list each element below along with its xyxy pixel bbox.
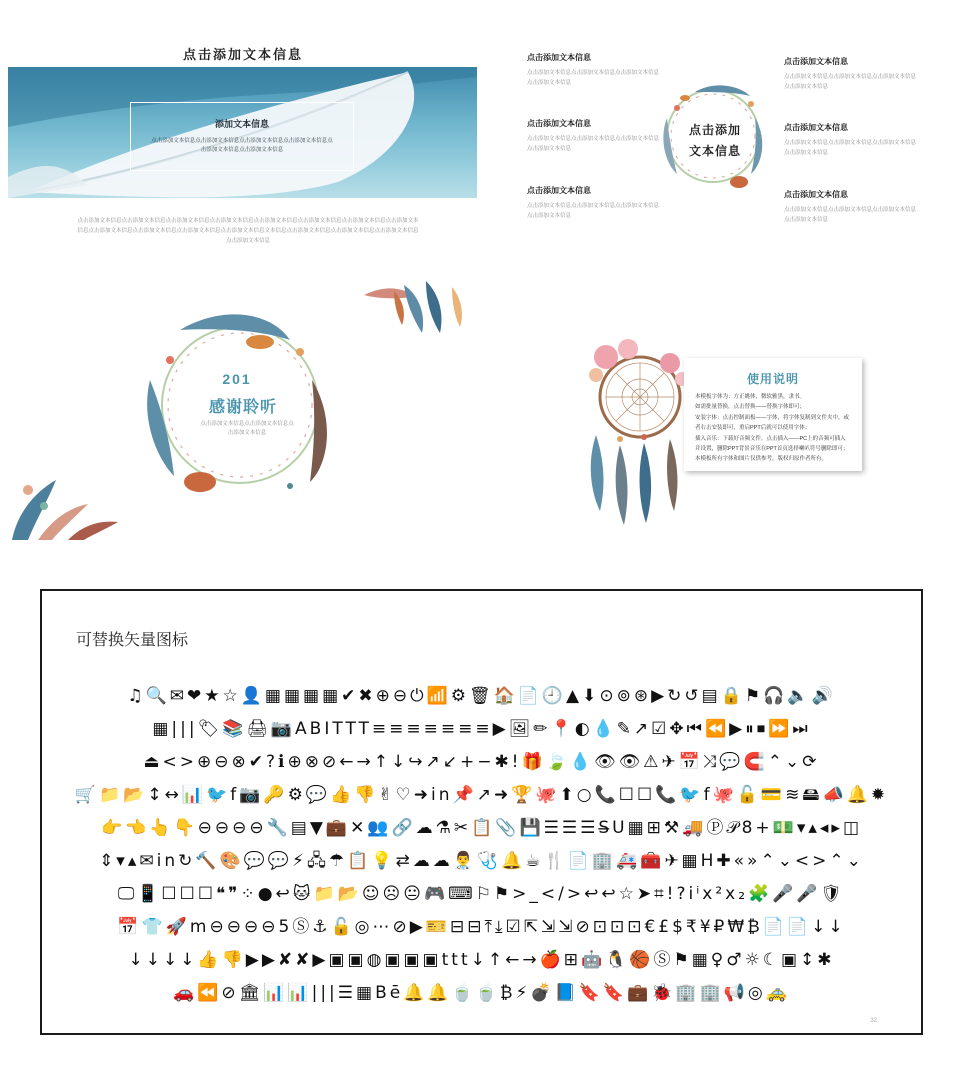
slide2-block-mid-left [527, 118, 659, 154]
icon-row: 📅👕🚀m⊖⊖⊖⊖5Ⓢ⚓🔓◎⋯⊘▶🎫⊟⊟⤒⤓☑⇱⇲⇲⊘⊡⊡⊡€£$₹¥₽₩₿📄📄↓↓ [117, 917, 846, 937]
slide3-year: 201 [222, 371, 252, 387]
slide4-dreamcatcher [584, 335, 694, 527]
block-body: 点击添加文本信息点击添加文本信息点击添加文本信息点击添加文本信息 [527, 70, 660, 86]
icon-row: ▦|||🏷📚🖨📷ABITTT≡≡≡≡≡≡≡▶🖼✏📍◐💧✎↗☑✥⏮⏪▶⏸⏹⏩⏭ [152, 719, 811, 739]
block-body: 点击添加文本信息点击添加文本信息点击添加文本信息点击添加文本信息 [784, 207, 917, 223]
icon-row: ⇕▾▴✉in↻🔨🎨💬💬⚡🖧☂📋💡⇄☁☁👨‍⚕🩺🔔☕🍴📄🏢🚑🧰✈▦H✚«»⌃⌄<>⌃⌄ [99, 851, 864, 871]
slide4-body [695, 392, 856, 465]
block-body: 点击添加文本信息点击添加文本信息点击添加文本信息点击添加文本信息 [784, 140, 917, 156]
page-number: 32 [870, 1018, 877, 1024]
slide3-subtitle: 点击添加文本信息点击添加文本信息点击添加文本信息 [200, 421, 294, 436]
icon-row: 👉👈👆👇⊖⊖⊖⊖🔧▤▼💼✕👥🔗☁⚗✂📋📎💾☰☰☰S̶U▦⊞⚒🚚Ⓟ𝒫8+💵▾▴◂▸◫ [100, 818, 863, 838]
slide2-block-mid-right [784, 122, 916, 158]
slide1-box-body: 点击添加文本信息点击添加文本信息点击添加文本信息点击添加文本信息点击添加文本信息点击添加文本信息 [151, 138, 333, 153]
center-line-1: 点击添加 [688, 123, 741, 137]
slide2-block-top-right [784, 56, 916, 92]
slide2-block-bottom-left [527, 185, 659, 221]
slide3-thanks-title: 感谢聆听 [208, 397, 277, 416]
slide1-footer-text: 点击添加文本信息点击添加文本信息点击添加文本信息点击添加文本信息点击添加文本信息点击添加文本信息点击添加文本信息点击添加文本信息点击添加文本信息点击添加文本信息点击添加文本信息点击添加文本信息文本信息点击添加文本信息点击添加文本信息点击添加文本信息点击添加文本信息 [77, 218, 419, 244]
slide4-heading: 使用说明 [746, 372, 799, 386]
slide3-feathers-top-right [364, 277, 478, 341]
instruction-line: 安装字体：点击控制面板——字体，将字体复制到文件夹中，或 [695, 414, 850, 421]
instruction-line: 并设置，删除PPT背景音乐在PPT首页选择喇叭符号删除即可； [695, 446, 849, 453]
block-heading: 点击添加文本信息 [527, 186, 591, 195]
instruction-line: 者右击安装即可，重启PPT后就可以使用字体； [695, 425, 811, 432]
block-body: 点击添加文本信息点击添加文本信息点击添加文本信息点击添加文本信息 [784, 74, 917, 90]
block-heading: 点击添加文本信息 [784, 57, 848, 66]
slide1-box-heading: 添加文本信息 [214, 119, 269, 129]
icon-row: ↓↓↓↓👍👎▶▶✘✘▶▣▣◍▣▣▣ttt↓↑←→🍎⊞🤖🐧🏀Ⓢ⚑▦♀♂☼☾▣↕✱ [128, 950, 835, 970]
center-line-2: 文本信息 [688, 144, 741, 158]
instruction-line: 如需批量替换，点击替换——替换字体即可； [695, 404, 806, 411]
slide5-title: 可替换矢量图标 [76, 632, 189, 649]
instruction-line: 插入音乐：下载好音频文件，点击插入——PC上的音频可插入 [695, 435, 846, 442]
icon-row: 🛒📁📂↕↔📊🐦f📷🔑⚙💬👍👎✌♡➜in📌↗➜🏆🐙⬆○📞☐☐📞🐦f🐙🔓💳≋🖴📣🔔✹ [74, 785, 889, 805]
block-heading: 点击添加文本信息 [527, 53, 591, 62]
icon-row: 🖵📱☐☐☐❝❞⁘●↩🐱📁📂☺☹😐🎮⌨⚐⚑>_</>↩↩☆➤⌗!?iⁱx²x₂🧩🎤🎤🛡 [117, 884, 846, 904]
icon-row: ♫🔍✉❤★☆👤▦▦▦▦✔✖⊕⊖⏻📶⚙🗑🏠📄🕘▲⬇⊙⊚⊛▶↻↺▤🔒⚑🎧🔈🔊 [127, 686, 836, 706]
slide1-text-box [130, 102, 354, 171]
block-body: 点击添加文本信息点击添加文本信息点击添加文本信息点击添加文本信息 [527, 136, 660, 152]
slide4-instructions-card [684, 358, 862, 471]
icon-row: 🚗⏪⊘🏛📊📊|||☰▦Bē🔔🔔🍵🍵₿⚡💣📘🔖🔖💼🐞🏢🏢📢◎🚕 [173, 983, 790, 1003]
instruction-line: 本模板所有字体和图片仅供参考，版权归原作者所有。 [695, 456, 828, 463]
slide3-feathers-bottom-left [8, 470, 124, 540]
block-body: 点击添加文本信息点击添加文本信息点击添加文本信息点击添加文本信息 [527, 203, 660, 219]
block-heading: 点击添加文本信息 [784, 123, 848, 132]
slide2-block-top-left [527, 52, 659, 88]
instruction-line: 本模板字体为：方正姚体，微软雅黑，隶书。 [695, 394, 806, 400]
slide5-icon-sheet [40, 589, 923, 1035]
block-heading: 点击添加文本信息 [784, 190, 848, 199]
slide2-center-text [676, 120, 754, 162]
slide2-block-bottom-right [784, 189, 916, 225]
block-heading: 点击添加文本信息 [527, 119, 591, 128]
slide1-title: 点击添加文本信息 [182, 48, 303, 63]
icon-row: ⏏<>⊕⊖⊗✔?ℹ⊕⊗⊘←→↑↓↪↗↙+−✱!🎁🍃💧👁👁⚠✈📅⤨💬🧲⌃⌄⟳ [143, 752, 820, 772]
